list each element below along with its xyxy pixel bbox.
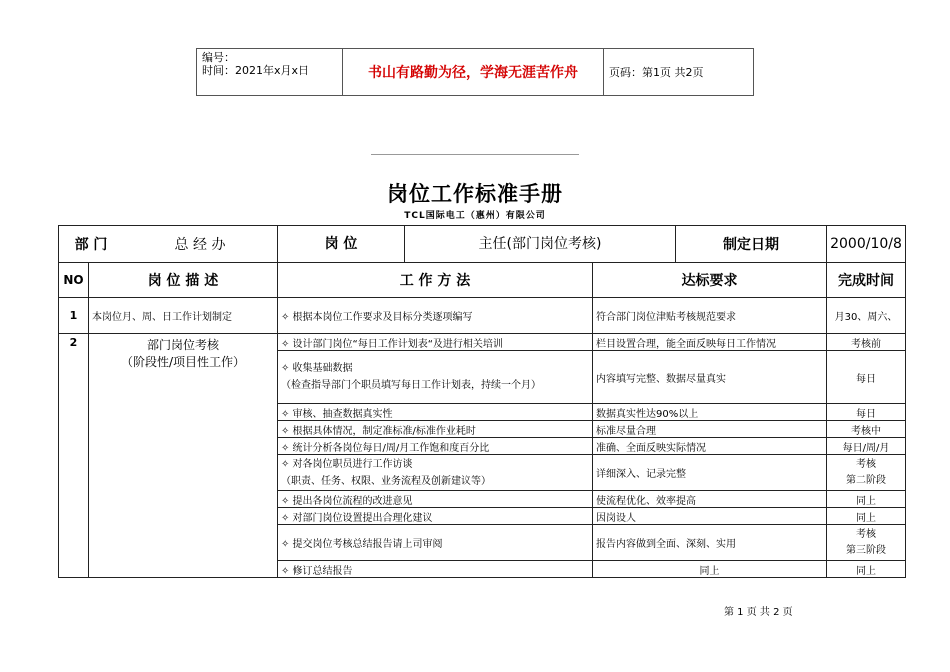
company-name: TCL国际电工（惠州）有限公司 [404, 211, 546, 221]
row-req: 栏目设置合理，能全面反映每日工作情况 [593, 334, 827, 351]
row-req: 准确、全面反映实际情况 [593, 438, 827, 455]
row-req: 同上 [593, 561, 827, 578]
table-row [59, 298, 906, 334]
row-time: 考核 第二阶段 [827, 455, 906, 491]
row-time: 每日 [827, 404, 906, 421]
dept-value: 总 经 办 [174, 237, 226, 253]
row-req: 内容填写完整、数据尽量真实 [593, 351, 827, 404]
row-method: ✧ 修订总结报告 [278, 561, 593, 578]
dept-label: 部 门 [74, 237, 108, 253]
post-label: 岗 位 [278, 226, 405, 262]
standard-table [58, 225, 906, 578]
row-time: 同上 [827, 508, 906, 525]
row-req: 数据真实性达90%以上 [593, 404, 827, 421]
row-desc: 本岗位月、周、日工作计划制定 [89, 298, 278, 334]
col-req: 达标要求 [593, 263, 827, 298]
row-time: 每日/周/月 [827, 438, 906, 455]
row-time: 同上 [827, 561, 906, 578]
row-time: 每日 [827, 351, 906, 404]
time-label: 时间：2021年x月x日 [202, 64, 310, 77]
doc-title: 岗位工作标准手册 [387, 182, 563, 206]
header-meta [197, 49, 343, 95]
number-label: 编号： [202, 51, 235, 64]
row-method: ✧ 对各岗位职员进行工作访谈 （职责、任务、权限、业务流程及创新建议等） [278, 455, 593, 491]
row-method: ✧ 根据本岗位工作要求及目标分类逐项编写 [278, 298, 593, 334]
row-req: 符合部门岗位津贴考核规范要求 [593, 298, 827, 334]
row-method: ✧ 审核、抽查数据真实性 [278, 404, 593, 421]
page-header [196, 48, 754, 96]
row-no: 1 [59, 298, 89, 334]
col-method: 工 作 方 法 [278, 263, 593, 298]
row-req: 报告内容做到全面、深刻、实用 [593, 525, 827, 561]
column-header-row [59, 263, 906, 298]
dept-cell [59, 226, 278, 263]
row-method: ✧ 提出各岗位流程的改进意见 [278, 491, 593, 508]
row-time: 考核 第三阶段 [827, 525, 906, 561]
header-page: 页码：第1页 共2页 [609, 66, 704, 79]
date-label: 制定日期 [723, 237, 779, 253]
col-no: NO [59, 263, 89, 298]
date-value: 2000/10/8 [827, 226, 906, 263]
header-motto: 书山有路勤为径，学海无涯苦作舟 [343, 49, 604, 95]
row-method: ✧ 统计分析各岗位每日/周/月工作饱和度百分比 [278, 438, 593, 455]
col-desc: 岗 位 描 述 [89, 263, 278, 298]
post-cell [278, 226, 827, 263]
post-value: 主任(部门岗位考核) [405, 226, 676, 262]
row-method: ✧ 对部门岗位设置提出合理化建议 [278, 508, 593, 525]
info-row [59, 226, 906, 263]
row-method: ✧ 提交岗位考核总结报告请上司审阅 [278, 525, 593, 561]
divider [371, 154, 579, 155]
row-desc: 部门岗位考核 （阶段性/项目性工作） [89, 334, 278, 578]
row-method: ✧ 设计部门岗位“每日工作计划表“及进行相关培训 [278, 334, 593, 351]
table-row [59, 334, 906, 351]
row-method: ✧ 收集基础数据 （检查指导部门个职员填写每日工作计划表，持续一个月） [278, 351, 593, 404]
row-req: 因岗设人 [593, 508, 827, 525]
row-no: 2 [59, 334, 89, 578]
row-method: ✧ 根据具体情况，制定准标准/标准作业耗时 [278, 421, 593, 438]
row-req: 标准尽量合理 [593, 421, 827, 438]
row-time: 月30、周六、 [827, 298, 906, 334]
row-time: 同上 [827, 491, 906, 508]
page-footer: 第 1 页 共 2 页 [724, 607, 793, 618]
row-req: 使流程优化、效率提高 [593, 491, 827, 508]
row-req: 详细深入、记录完整 [593, 455, 827, 491]
row-time: 考核前 [827, 334, 906, 351]
col-time: 完成时间 [827, 263, 906, 298]
row-time: 考核中 [827, 421, 906, 438]
